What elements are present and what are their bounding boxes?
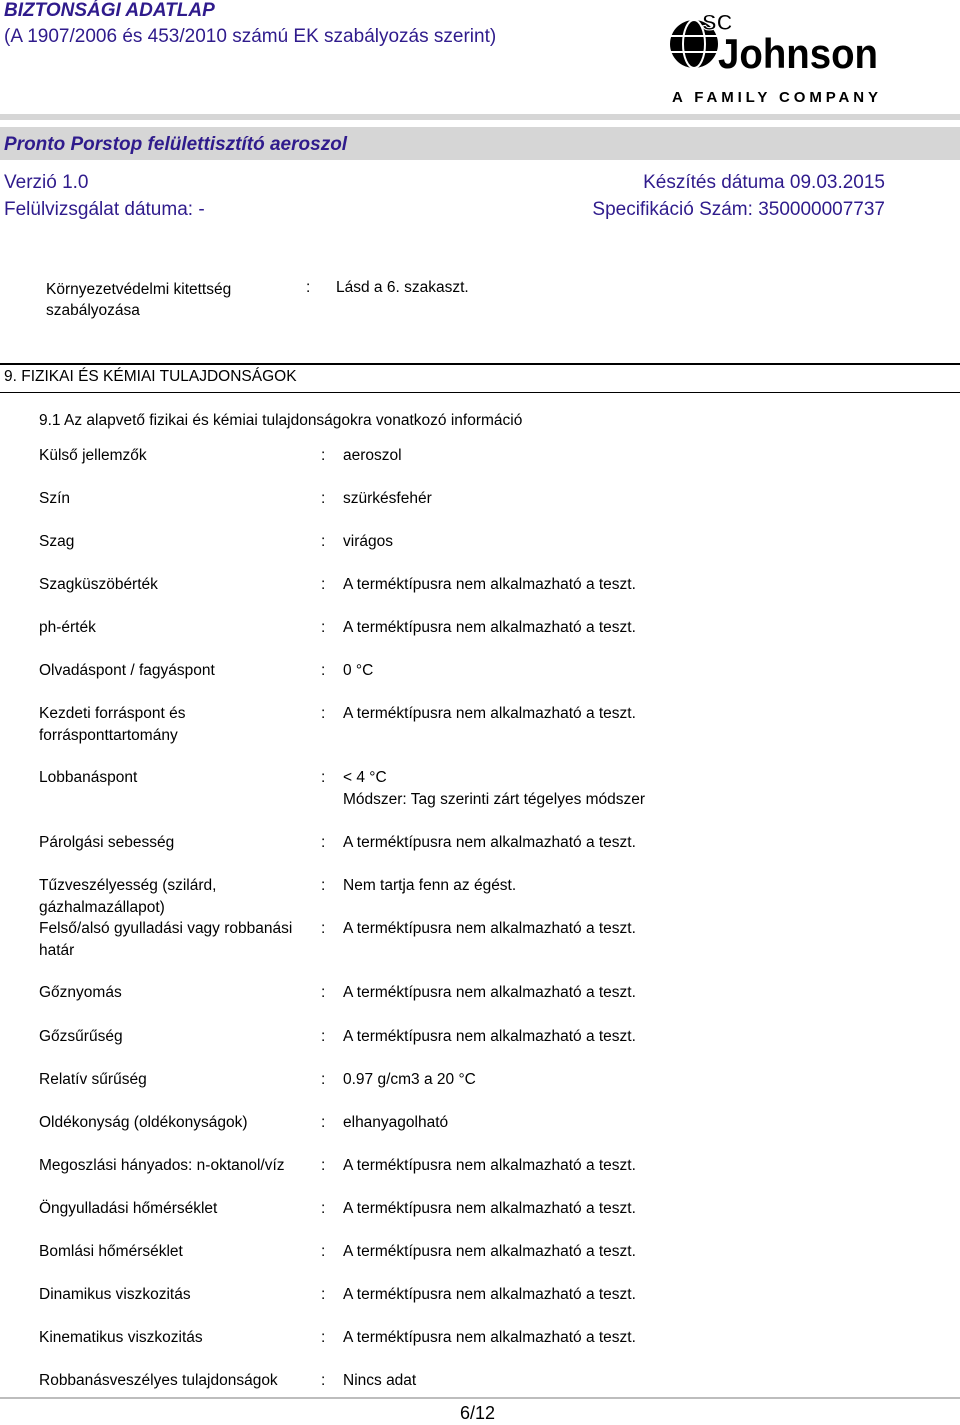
property-value: Nincs adat bbox=[343, 1372, 417, 1389]
sc-johnson-logo bbox=[668, 6, 882, 106]
property-label: Bomlási hőmérséklet bbox=[39, 1243, 183, 1260]
property-value: A terméktípusra nem alkalmazható a teszt. bbox=[343, 1286, 636, 1303]
property-value: A terméktípusra nem alkalmazható a teszt. bbox=[343, 576, 636, 593]
section-9-title: 9. FIZIKAI ÉS KÉMIAI TULAJDONSÁGOK bbox=[4, 368, 297, 385]
document-title: BIZTONSÁGI ADATLAP bbox=[4, 0, 215, 21]
property-label: Robbanásveszélyes tulajdonságok bbox=[39, 1372, 278, 1389]
property-value: szürkésfehér bbox=[343, 490, 432, 507]
header-bar-top bbox=[0, 114, 960, 120]
version: Verzió 1.0 bbox=[4, 172, 89, 193]
prepared-date: Készítés dátuma 09.03.2015 bbox=[643, 172, 885, 193]
revision-date: Felülvizsgálat dátuma: - bbox=[4, 199, 205, 220]
property-colon: : bbox=[321, 984, 326, 1001]
property-colon: : bbox=[321, 576, 326, 593]
env-exposure-colon: : bbox=[306, 279, 311, 296]
property-value: < 4 °C bbox=[343, 769, 387, 786]
property-colon: : bbox=[321, 1243, 326, 1260]
property-colon: : bbox=[321, 1114, 326, 1131]
property-label: ph-érték bbox=[39, 619, 96, 636]
property-label: Oldékonyság (oldékonyságok) bbox=[39, 1114, 248, 1131]
property-label: Lobbanáspont bbox=[39, 769, 138, 786]
property-colon: : bbox=[321, 533, 326, 550]
document-subtitle: (A 1907/2006 és 453/2010 számú EK szabályozás szerint) bbox=[4, 26, 497, 47]
property-colon: : bbox=[321, 1329, 326, 1346]
property-value: A terméktípusra nem alkalmazható a teszt. bbox=[343, 1028, 636, 1045]
property-value: A terméktípusra nem alkalmazható a teszt. bbox=[343, 1243, 636, 1260]
property-colon: : bbox=[321, 619, 326, 636]
property-value: A terméktípusra nem alkalmazható a teszt. bbox=[343, 984, 636, 1001]
property-colon: : bbox=[321, 705, 326, 722]
property-method: Módszer: Tag szerinti zárt tégelyes módszer bbox=[343, 791, 646, 808]
property-value: aeroszol bbox=[343, 447, 402, 464]
property-value: Nem tartja fenn az égést. bbox=[343, 877, 517, 894]
property-label: Megoszlási hányados: n-oktanol/víz bbox=[39, 1157, 285, 1174]
section-divider bbox=[0, 363, 960, 365]
property-label: Kezdeti forráspont és forrásponttartomány bbox=[39, 705, 186, 744]
property-label: Szagküszöbérték bbox=[39, 576, 158, 593]
property-colon: : bbox=[321, 920, 326, 937]
property-value: 0 °C bbox=[343, 662, 374, 679]
env-exposure-value: Lásd a 6. szakaszt. bbox=[336, 279, 469, 296]
property-label: Kinematikus viszkozitás bbox=[39, 1329, 203, 1346]
svg-text:A FAMILY COMPANY: A FAMILY COMPANY bbox=[672, 89, 878, 106]
property-value: A terméktípusra nem alkalmazható a teszt. bbox=[343, 1329, 636, 1346]
property-value: elhanyagolható bbox=[343, 1114, 449, 1131]
property-label: Szag bbox=[39, 533, 75, 550]
property-colon: : bbox=[321, 834, 326, 851]
product-name: Pronto Porstop felülettisztító aeroszol bbox=[4, 134, 348, 155]
property-label: Szín bbox=[39, 490, 71, 507]
property-label: Gőzsűrűség bbox=[39, 1028, 123, 1045]
property-value: A terméktípusra nem alkalmazható a teszt. bbox=[343, 1200, 636, 1217]
property-value: A terméktípusra nem alkalmazható a teszt. bbox=[343, 705, 636, 722]
property-value: 0.97 g/cm3 a 20 °C bbox=[343, 1071, 476, 1088]
spec-number: Specifikáció Szám: 350000007737 bbox=[592, 199, 885, 220]
property-value: virágos bbox=[343, 533, 393, 550]
section-divider-thin bbox=[0, 392, 960, 393]
property-label: Gőznyomás bbox=[39, 984, 122, 1001]
property-value: A terméktípusra nem alkalmazható a teszt. bbox=[343, 1157, 636, 1174]
property-label: Öngyulladási hőmérséklet bbox=[39, 1200, 218, 1217]
property-value: A terméktípusra nem alkalmazható a teszt. bbox=[343, 619, 636, 636]
property-colon: : bbox=[321, 769, 326, 786]
page-number: 6/12 bbox=[460, 1403, 496, 1423]
property-value: A terméktípusra nem alkalmazható a teszt. bbox=[343, 834, 636, 851]
property-colon: : bbox=[321, 1157, 326, 1174]
property-colon: : bbox=[321, 1286, 326, 1303]
property-label: Párolgási sebesség bbox=[39, 834, 175, 851]
property-colon: : bbox=[321, 490, 326, 507]
footer-divider bbox=[0, 1397, 960, 1399]
property-colon: : bbox=[321, 1028, 326, 1045]
property-label: Felső/alsó gyulladási vagy robbanási határ bbox=[39, 920, 293, 959]
property-label: Relatív sűrűség bbox=[39, 1071, 147, 1088]
property-label: Külső jellemzők bbox=[39, 447, 147, 464]
section-9-1-title: 9.1 Az alapvető fizikai és kémiai tulajdonságokra vonatkozó információ bbox=[39, 412, 523, 429]
property-label: Tűzveszélyesség (szilárd, gázhalmazállapot) bbox=[39, 877, 217, 916]
property-colon: : bbox=[321, 877, 326, 894]
property-value: A terméktípusra nem alkalmazható a teszt. bbox=[343, 920, 636, 937]
property-label: Olvadáspont / fagyáspont bbox=[39, 662, 215, 679]
property-colon: : bbox=[321, 1200, 326, 1217]
env-exposure-label: Környezetvédelmi kitettség szabályozása bbox=[46, 281, 232, 319]
property-colon: : bbox=[321, 1071, 326, 1088]
property-colon: : bbox=[321, 662, 326, 679]
svg-text:SC: SC bbox=[702, 10, 733, 35]
property-label: Dinamikus viszkozitás bbox=[39, 1286, 191, 1303]
property-colon: : bbox=[321, 1372, 326, 1389]
property-colon: : bbox=[321, 447, 326, 464]
svg-text:Johnson: Johnson bbox=[718, 30, 878, 77]
